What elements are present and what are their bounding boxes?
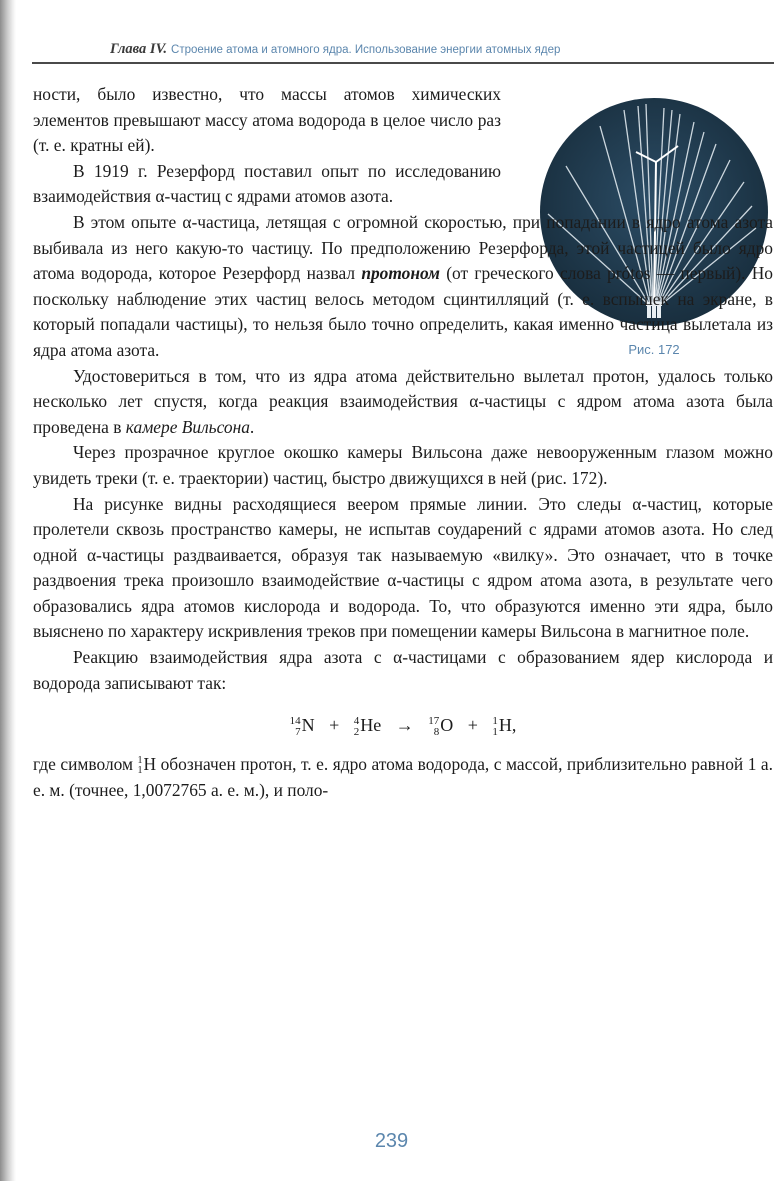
paragraph: [33, 752, 773, 803]
paragraph: В 1919 г. Резерфорд поставил опыт по исследованию взаимодействия α-частиц с ядрами атомов азота.: [33, 160, 501, 207]
reaction-formula: [33, 706, 773, 744]
paragraph: Через прозрачное круглое окошко камеры Вильсона даже невооруженным глазом можно увидеть треки (т. е. траектории) частиц, быстро движущихся в ней (рис. 172).: [33, 442, 773, 488]
term-wilson-chamber: камере Вильсона: [125, 416, 250, 437]
paragraph: [33, 364, 773, 441]
body-text: [33, 82, 773, 803]
paragraph: Реакцию взаимодействия ядра азота с α-частицами с образованием ядер кислорода и водорода записывают так:: [33, 647, 773, 693]
paragraph-text: Удостовериться в том, что из ядра атома действительно вылетал протон, удалось только несколько лет спустя, когда реакция взаимодействия α-частицы с ядром атома азота была проведена в: [33, 365, 773, 437]
oxygen-nucleus: 17 8 O: [428, 715, 454, 739]
paragraph: [33, 210, 773, 364]
chapter-topic: Строение атома и атомного ядра. Использование энергии атомных ядер: [171, 44, 561, 56]
figure-caption: Рис. 172: [628, 342, 680, 357]
paragraph-text: H обозначен протон, т. е. ядро атома водорода, с массой, приблизительно равной 1 а. е. м. (точнее, 1,0072765 а. е. м.), и поло-: [33, 754, 773, 800]
helium-nucleus: 4 2 He: [353, 715, 382, 739]
paragraph-text: (от греческого слова prótos — первый). Но поскольку наблюдение этих частиц велось методом сцинтилляций (т. е. вспышек на экране, в который попадали частицы), то нельзя было точно определить, какая именно частица вылетала из ядра атома азота.: [33, 263, 774, 360]
plus-sign: +: [329, 715, 340, 736]
paragraph-text: где символом: [33, 754, 138, 775]
inline-hydrogen-index: 1 1: [137, 755, 143, 777]
header-rule: [32, 62, 774, 64]
nitrogen-nucleus: 14 7 N: [289, 715, 315, 739]
plus-sign: +: [467, 715, 478, 736]
running-header: [110, 38, 770, 60]
term-proton: протоном: [361, 263, 440, 284]
paragraph: ности, было известно, что массы атомов химических элементов превышают массу атома водорода в целое число раз (т. е. кратны ей).: [33, 84, 501, 156]
book-spine-shadow: [0, 0, 16, 1181]
reaction-arrow: →: [395, 715, 414, 736]
paragraph: На рисунке видны расходящиеся веером прямые линии. Это следы α-частиц, которые пролетели сквозь пространство камеры, не испытав соударений с ядрами атомов азота. Но след одной α-частицы раздваивается, образуя так называемую «вилку». Это означает, что в точке раздвоения трека произошло взаимодействие α-частицы с ядром атома азота, в результате чего образовались ядра атомов кислорода и водорода. То, что образуются именно эти ядра, было выяснено по характеру искривления треков при помещении камеры Вильсона в магнитное поле.: [33, 493, 773, 642]
paragraph-text: .: [249, 416, 255, 437]
page-number: 239: [374, 1130, 409, 1152]
paragraph-text: В этом опыте α-частица, летящая с огромной скоростью, при попадании в ядро атома азота выбивала из него какую-то частицу. По предположению Резерфорда, этой частицей было ядро атома водорода, которое Резерфорд назвал: [33, 211, 773, 284]
hydrogen-nucleus: 1 1 H,: [492, 715, 517, 739]
chapter-label: Глава IV.: [110, 41, 168, 57]
